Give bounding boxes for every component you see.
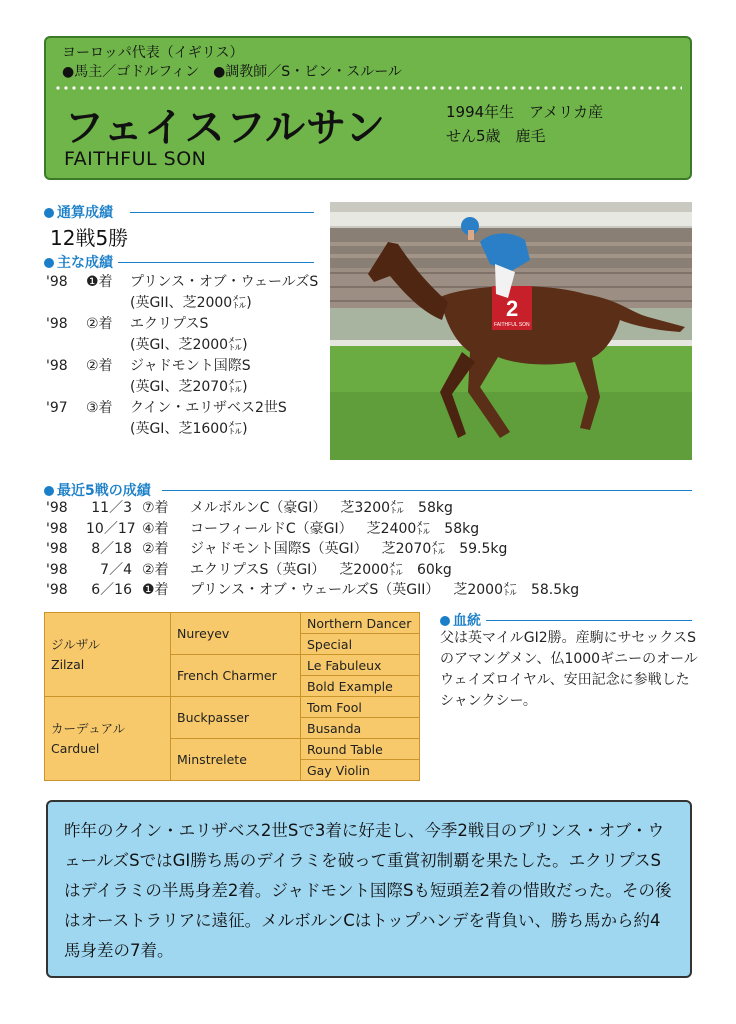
recent-weight: 60kg bbox=[416, 561, 452, 578]
saddle-name: FAITHFUL SON bbox=[494, 322, 530, 328]
recent-race: プリンス・オブ・ウェールズS（英GII） bbox=[190, 582, 440, 598]
dam-name-en: Carduel bbox=[51, 740, 100, 756]
sire-name-jp: ジルザル bbox=[51, 636, 101, 652]
bullet-icon bbox=[44, 486, 54, 496]
pedigree-table bbox=[44, 612, 420, 781]
bullet-icon bbox=[440, 616, 450, 626]
recent-dist: 芝2400㍍ bbox=[366, 520, 431, 537]
recent-date: 10／17 bbox=[86, 520, 136, 537]
bloodline-label: 血統 bbox=[440, 610, 481, 630]
recent-race: ジャドモント国際S（英GI） bbox=[190, 541, 368, 557]
recent-weight: 59.5kg bbox=[459, 541, 508, 557]
bullet-icon bbox=[44, 208, 54, 218]
dam-cell bbox=[45, 697, 171, 781]
recent-results-label: 最近5戦の成績 bbox=[44, 480, 151, 500]
sire-sire-cell: Nureyev bbox=[171, 613, 301, 655]
race-photo bbox=[330, 202, 692, 460]
recent-race: メルボルンC（豪GI） bbox=[190, 500, 327, 516]
pedigree-leaf: Le Fabuleux bbox=[301, 655, 420, 676]
dotted-divider bbox=[54, 86, 682, 90]
recent-dist: 芝3200㍍ bbox=[340, 500, 405, 516]
recent-result-row bbox=[46, 519, 579, 540]
recent-year: '98 bbox=[46, 500, 68, 516]
recent-dist: 芝2000㍍ bbox=[453, 582, 517, 598]
recent-pos: ②着 bbox=[142, 561, 169, 578]
main-results-rule bbox=[118, 262, 314, 263]
recent-weight: 58kg bbox=[444, 520, 480, 537]
recent-pos: ⑦着 bbox=[142, 500, 169, 516]
result-detail: (英GI、芝1600㍍) bbox=[130, 421, 248, 437]
recent-dist: 芝2000㍍ bbox=[339, 561, 403, 578]
recent-weight: 58kg bbox=[418, 500, 453, 516]
horse-header bbox=[44, 36, 692, 180]
recent-date: 6／16 bbox=[91, 582, 132, 598]
recent-result-row bbox=[46, 560, 579, 581]
main-result-row bbox=[46, 398, 318, 419]
main-result-row bbox=[46, 272, 318, 293]
saddle-number: 2 bbox=[506, 296, 519, 321]
horse-name-jp: フェイスフルサン bbox=[64, 105, 386, 151]
recent-results-list bbox=[46, 498, 579, 601]
main-results-list bbox=[46, 272, 318, 440]
recent-date: 7／4 bbox=[100, 561, 132, 578]
horse-name-en: FAITHFUL SON bbox=[64, 148, 207, 170]
recent-weight: 58.5kg bbox=[530, 582, 580, 598]
sire-cell bbox=[45, 613, 171, 697]
pedigree-leaf: Round Table bbox=[301, 739, 420, 760]
career-rule bbox=[130, 212, 314, 213]
result-race: プリンス・オブ・ウェールズS bbox=[130, 274, 319, 290]
recent-pos: ④着 bbox=[142, 520, 169, 537]
recent-pos: ❶着 bbox=[142, 582, 169, 598]
header-meta bbox=[62, 44, 402, 82]
recent-results-rule bbox=[162, 490, 692, 491]
result-year: '97 bbox=[46, 400, 68, 416]
pedigree-leaf: Northern Dancer bbox=[301, 613, 420, 634]
pedigree-leaf: Tom Fool bbox=[301, 697, 420, 718]
result-detail: (英GI、芝2000㍍) bbox=[130, 337, 248, 353]
main-result-row bbox=[46, 314, 318, 335]
career-total: 12戦5勝 bbox=[50, 226, 129, 250]
dam-name-jp: カーデュアル bbox=[51, 720, 126, 736]
bullet-icon bbox=[44, 258, 54, 268]
sire-dam-cell: French Charmer bbox=[171, 655, 301, 697]
bloodline-rule bbox=[486, 620, 692, 621]
bloodline-text: 父は英マイルGI2勝。産駒にサセックスSのアマングメン、仏1000ギニーのオールウェイズロイヤル、安田記念に参戦したシャンクシー。 bbox=[440, 630, 698, 709]
result-pos: ②着 bbox=[86, 358, 113, 374]
recent-result-row bbox=[46, 539, 579, 560]
horse-racing-illustration bbox=[330, 202, 692, 460]
result-detail: (英GI、芝2070㍍) bbox=[130, 379, 248, 395]
birth-year: 1994年生 アメリカ産 bbox=[446, 103, 604, 121]
main-result-row bbox=[46, 356, 318, 377]
result-race: エクリプスS bbox=[130, 316, 209, 332]
recent-date: 8／18 bbox=[91, 541, 132, 557]
recent-date: 11／3 bbox=[91, 500, 132, 516]
result-year: '98 bbox=[46, 358, 68, 374]
result-pos: ③着 bbox=[86, 400, 113, 416]
sire-name-en: Zilzal bbox=[51, 656, 85, 672]
pedigree-leaf: Bold Example bbox=[301, 676, 420, 697]
recent-result-row bbox=[46, 580, 579, 601]
result-year: '98 bbox=[46, 274, 68, 290]
comment-box: 昨年のクイン・エリザベス2世Sで3着に好走し、今季2戦目のプリンス・オブ・ウェールズSではGI勝ち馬のデイラミを破って重賞初制覇を果たした。エクリプスSはデイラミの半馬身差2着。ジャドモント国際Sも短頭差2着の惜敗だった。その後はオーストラリアに遠征。メルボルンCはトップハンデを背負い、勝ち馬から約4馬身差の7着。 bbox=[46, 800, 692, 978]
recent-year: '98 bbox=[46, 541, 68, 557]
result-race: ジャドモント国際S bbox=[130, 358, 251, 374]
recent-dist: 芝2070㍍ bbox=[381, 541, 446, 557]
country-label: ヨーロッパ代表（イギリス） bbox=[62, 45, 244, 61]
recent-year: '98 bbox=[46, 582, 68, 598]
recent-pos: ②着 bbox=[142, 541, 169, 557]
age-color: せん5歳 鹿毛 bbox=[446, 127, 546, 145]
result-pos: ②着 bbox=[86, 316, 113, 332]
result-detail: (英GII、芝2000㍍) bbox=[130, 295, 252, 311]
recent-year: '98 bbox=[46, 561, 68, 578]
dam-sire-cell: Buckpasser bbox=[171, 697, 301, 739]
recent-result-row bbox=[46, 498, 579, 519]
career-section-label: 通算成績 bbox=[44, 202, 113, 222]
pedigree-leaf: Gay Violin bbox=[301, 760, 420, 781]
result-pos: ❶着 bbox=[86, 274, 113, 290]
recent-year: '98 bbox=[46, 520, 68, 537]
recent-race: コーフィールドC（豪GI） bbox=[190, 520, 353, 537]
pedigree-leaf: Busanda bbox=[301, 718, 420, 739]
main-results-label: 主な成績 bbox=[44, 252, 113, 272]
recent-race: エクリプスS（英GI） bbox=[190, 561, 326, 578]
owner-trainer: ●馬主／ゴドルフィン ●調教師／S・ビン・スルール bbox=[62, 64, 402, 80]
pedigree-leaf: Special bbox=[301, 634, 420, 655]
birth-info bbox=[446, 100, 603, 148]
result-race: クイン・エリザベス2世S bbox=[130, 400, 287, 416]
dam-dam-cell: Minstrelete bbox=[171, 739, 301, 781]
result-year: '98 bbox=[46, 316, 68, 332]
